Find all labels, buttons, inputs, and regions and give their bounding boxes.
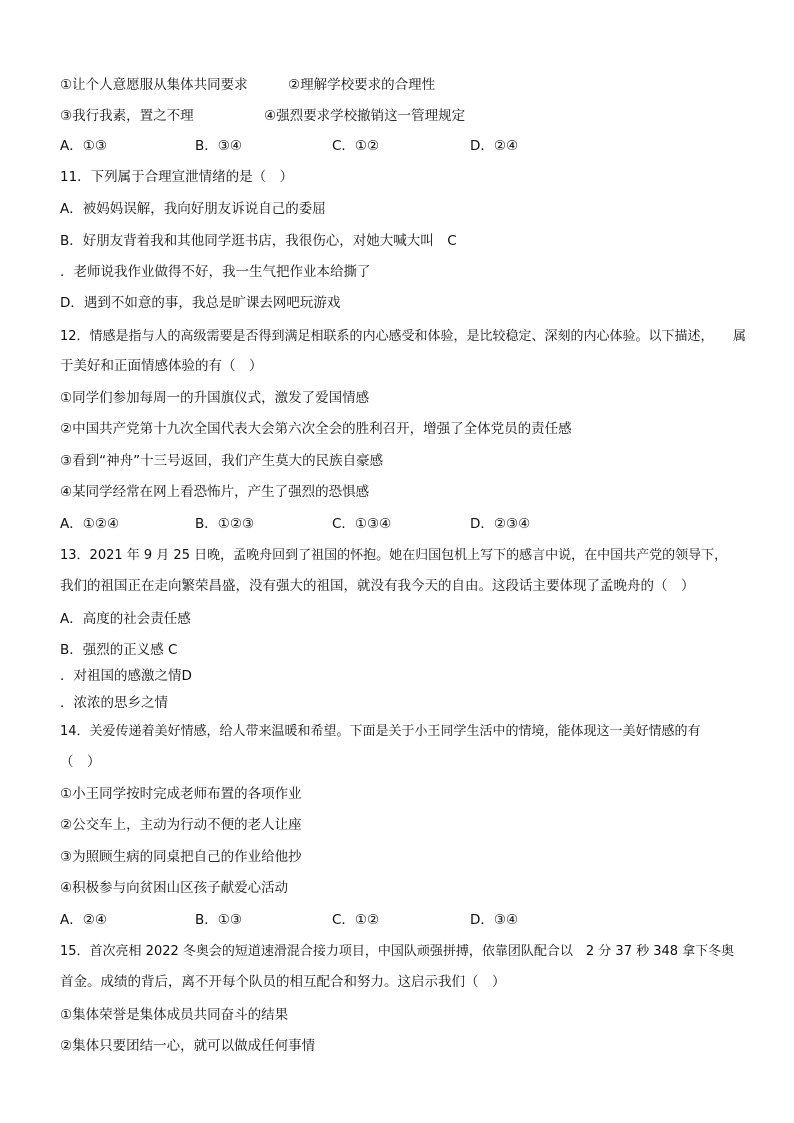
- q12-statement-4: ④某同学经常在网上看恐怖片，产生了强烈的恐惧感: [60, 484, 370, 500]
- q14-option-b: B．①③: [195, 912, 242, 928]
- q10-option-a: A．①③: [60, 138, 107, 154]
- q15-stem-line-1: 15．首次亮相 2022 冬奥会的短道速滑混合接力项目，中国队顽强拼搏，依靠团队配合以 2 分 37 秒 348 拿下冬奥: [60, 944, 735, 959]
- q11-option-d: D．遇到不如意的事，我总是旷课去网吧玩游戏: [60, 295, 341, 311]
- q13-stem-line-1: 13．2021 年 9 月 25 日晚，孟晚舟回到了祖国的怀抱。她在归国包机上写下的感言中说，在中国共产党的领导下，: [60, 548, 728, 563]
- q10-statements-row-1: [60, 79, 754, 97]
- q14-stem-line-2: （ ）: [60, 754, 101, 770]
- q14-option-d: D．③④: [470, 912, 519, 928]
- q10-option-d: D．②④: [470, 138, 519, 154]
- q10-statements-row-2: [60, 110, 754, 128]
- q15-stem-line-2: 首金。成绩的背后，离不开每个队员的相互配合和努力。这启示我们（ ）: [60, 974, 506, 990]
- q10-option-b: B．③④: [195, 138, 242, 154]
- q10-options: [60, 140, 754, 158]
- q12-statement-1: ①同学们参加每周一的升国旗仪式，激发了爱国情感: [60, 390, 370, 406]
- q12-option-a: A．①②④: [60, 516, 120, 532]
- q13-option-d: ．浓浓的思乡之情: [60, 695, 168, 711]
- q14-statement-3: ③为照顾生病的同桌把自己的作业给他抄: [60, 849, 302, 865]
- q15-statement-2: ②集体只要团结一心，就可以做成任何事情: [60, 1038, 316, 1054]
- q15-statement-1: ①集体荣誉是集体成员共同奋斗的结果: [60, 1007, 289, 1023]
- q14-option-c: C．①②: [332, 912, 380, 928]
- q10-statement-1: ①让个人意愿服从集体共同要求: [60, 77, 248, 93]
- q13-option-a: A．高度的社会责任感: [60, 611, 191, 627]
- q14-statement-4: ④积极参与向贫困山区孩子献爱心活动: [60, 880, 289, 896]
- q10-statement-4: ④强烈要求学校撤销这一管理规定: [264, 108, 466, 124]
- q12-options: [60, 518, 754, 536]
- q11-stem: 11．下列属于合理宣泄情绪的是（ ）: [60, 169, 294, 185]
- q12-option-c: C．①③④: [332, 516, 392, 532]
- q13-option-b: B．强烈的正义感 C: [60, 642, 178, 658]
- q12-option-d: D．②③④: [470, 516, 531, 532]
- q11-option-a: A．被妈妈误解，我向好朋友诉说自己的委屈: [60, 201, 326, 217]
- q12-stem-line-1: 12．情感是指与人的高级需要是否得到满足相联系的内心感受和体验，是比较稳定、深刻的内心体验。以下描述， 属: [60, 329, 747, 344]
- q12-statement-3: ③看到“神舟”十三号返回，我们产生莫大的民族自豪感: [60, 453, 384, 469]
- q14-statement-2: ②公交车上，主动为行动不便的老人让座: [60, 817, 302, 833]
- q10-statement-3: ③我行我素，置之不理: [60, 108, 194, 124]
- q12-statement-2: ②中国共产党第十九次全国代表大会第六次全会的胜利召开，增强了全体党员的责任感: [60, 421, 572, 437]
- q13-stem-line-2: 我们的祖国正在走向繁荣昌盛，没有强大的祖国，就没有我今天的自由。这段话主要体现了孟晚舟的（ ）: [60, 578, 695, 594]
- q14-stem-line-1: 14．关爱传递着美好情感，给人带来温暖和希望。下面是关于小王同学生活中的情境，能体现这一美好情感的有: [60, 724, 701, 739]
- q12-option-b: B．①②③: [195, 516, 255, 532]
- q12-stem-line-2: 于美好和正面情感体验的有（ ）: [60, 358, 263, 374]
- q13-option-c: ．对祖国的感激之情D: [60, 668, 192, 684]
- q11-option-c: ．老师说我作业做得不好，我一生气把作业本给撕了: [60, 264, 371, 280]
- q10-statement-2: ②理解学校要求的合理性: [288, 77, 436, 93]
- q14-statement-1: ①小王同学按时完成老师布置的各项作业: [60, 786, 302, 802]
- q10-option-c: C．①②: [332, 138, 380, 154]
- q14-option-a: A．②④: [60, 912, 107, 928]
- q11-option-b: B．好朋友背着我和其他同学逛书店，我很伤心，对她大喊大叫 C: [60, 233, 457, 249]
- q14-options: [60, 914, 754, 932]
